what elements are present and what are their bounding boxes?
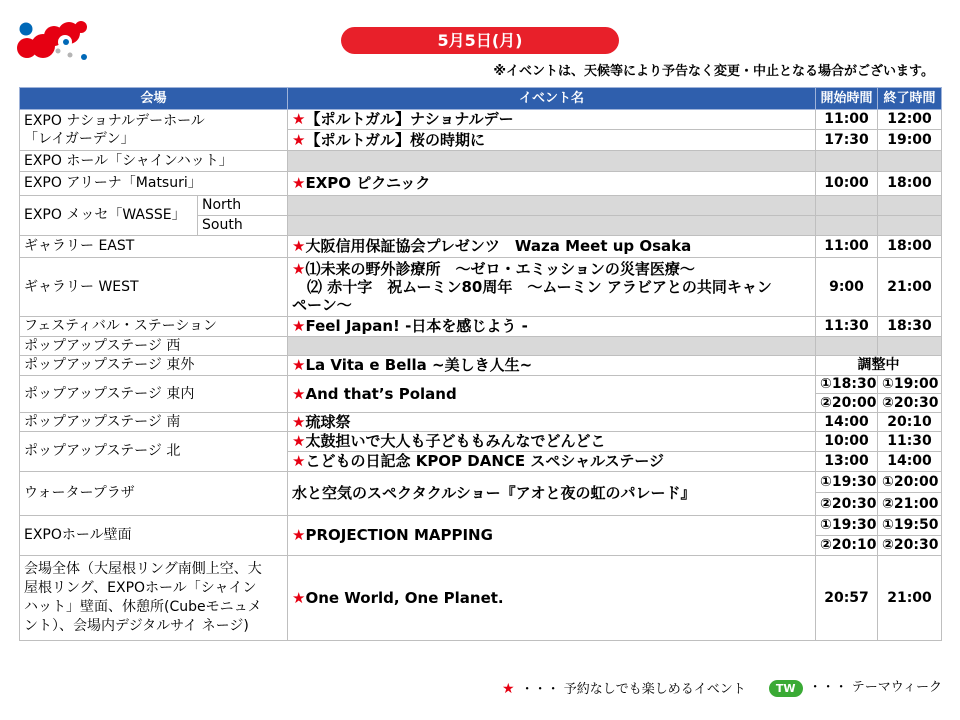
star-icon: ★ <box>292 432 306 450</box>
empty-time-cell <box>878 216 942 236</box>
table-row <box>20 556 942 641</box>
start-time: 9:00 <box>816 258 878 317</box>
event-name: こどもの日記念 KPOP DANCE スペシャルステージ <box>305 452 665 470</box>
star-icon: ★ <box>292 130 306 149</box>
event-cell <box>288 258 816 317</box>
table-row <box>20 432 942 452</box>
end-time: ②20:30 <box>878 536 942 556</box>
empty-event-cell <box>288 196 816 216</box>
empty-event-cell <box>288 216 816 236</box>
end-time: 21:00 <box>878 556 942 641</box>
venue-cell: EXPO メッセ「WASSE」 <box>20 196 198 236</box>
table-row <box>20 356 942 376</box>
end-time: 20:10 <box>878 413 942 432</box>
venue-cell <box>20 110 288 151</box>
venue-cell: EXPO アリーナ「Matsuri」 <box>20 172 288 196</box>
end-time: ②21:00 <box>878 493 942 516</box>
start-time: ①18:30 <box>816 376 878 394</box>
venue-cell: ポップアップステージ 東内 <box>20 376 288 413</box>
start-time: 10:00 <box>816 172 878 196</box>
start-time: ②20:10 <box>816 536 878 556</box>
event-name-line: ペーン～ <box>292 296 352 314</box>
empty-event-cell <box>288 151 816 172</box>
end-time: 18:00 <box>878 172 942 196</box>
star-icon: ★ <box>292 384 306 403</box>
start-time: ①19:30 <box>816 516 878 536</box>
event-cell <box>288 236 816 258</box>
venue-cell: ポップアップステージ 南 <box>20 413 288 432</box>
star-icon: ★ <box>292 412 306 431</box>
end-time: ①19:50 <box>878 516 942 536</box>
event-name-line: ⑵ 赤十字 祝ムーミン80周年 ～ムーミン アラビアとの共同キャン <box>307 278 772 296</box>
logo-blob <box>75 21 87 33</box>
start-time: 17:30 <box>816 130 878 151</box>
end-time: 18:30 <box>878 317 942 337</box>
empty-time-cell <box>816 337 878 356</box>
empty-time-cell <box>878 196 942 216</box>
time-note: 調整中 <box>816 356 942 376</box>
end-time: 21:00 <box>878 258 942 317</box>
legend-star <box>502 680 746 699</box>
star-icon: ★ <box>292 526 306 544</box>
logo-dot <box>68 53 73 58</box>
event-name-line <box>292 260 811 278</box>
start-time: 20:57 <box>816 556 878 641</box>
table-row <box>20 376 942 394</box>
end-time: 11:30 <box>878 432 942 452</box>
event-name: 【ポルトガル】桜の時期に <box>305 130 486 149</box>
sub-area-cell: South <box>198 216 288 236</box>
table-row <box>20 472 942 493</box>
logo-dot <box>81 54 87 60</box>
event-name: 【ポルトガル】ナショナルデー <box>305 110 514 128</box>
start-time: 11:00 <box>816 110 878 130</box>
expo-logo <box>13 18 95 64</box>
venue-name-line: 屋根リング、EXPOホール「シャイン <box>24 580 257 596</box>
sub-area-cell: North <box>198 196 288 216</box>
star-icon: ★ <box>292 174 306 192</box>
star-icon: ★ <box>292 452 306 470</box>
event-cell <box>288 110 816 130</box>
schedule-table <box>19 87 942 641</box>
empty-time-cell <box>878 337 942 356</box>
header-end-time: 終了時間 <box>878 88 942 110</box>
star-icon: ★ <box>292 237 306 255</box>
table-row <box>20 196 942 216</box>
empty-time-cell <box>878 151 942 172</box>
star-icon: ★ <box>292 317 306 335</box>
logo-dot <box>20 23 33 36</box>
table-row <box>20 413 942 432</box>
empty-time-cell <box>816 196 878 216</box>
venue-cell <box>20 556 288 641</box>
header-event: イベント名 <box>288 88 816 110</box>
start-time: ②20:00 <box>816 394 878 413</box>
star-icon: ★ <box>292 588 306 607</box>
event-name: PROJECTION MAPPING <box>305 526 493 544</box>
venue-cell: ポップアップステージ 西 <box>20 337 288 356</box>
start-time: 13:00 <box>816 452 878 472</box>
venue-cell: ウォータープラザ <box>20 472 288 516</box>
venue-cell: ポップアップステージ 東外 <box>20 356 288 376</box>
event-name: ⑴未来の野外診療所 ～ゼロ・エミッションの災害医療～ <box>305 260 695 278</box>
venue-cell: EXPOホール壁面 <box>20 516 288 556</box>
table-row <box>20 236 942 258</box>
table-row <box>20 317 942 337</box>
venue-name-line: 会場全体（大屋根リング南側上空、大 <box>24 561 262 577</box>
table-row <box>20 172 942 196</box>
end-time: ①20:00 <box>878 472 942 493</box>
event-name: 水と空気のスペクタクルショー『アオと夜の虹のパレード』 <box>292 484 696 502</box>
legend-tw-description: ・・・ テーマウィーク <box>808 680 942 695</box>
event-name: 大阪信用保証協会プレゼンツ Waza Meet up Osaka <box>305 237 692 255</box>
start-time: ①19:30 <box>816 472 878 493</box>
end-time: 14:00 <box>878 452 942 472</box>
venue-name-line: EXPO ナショナルデーホール <box>24 113 205 129</box>
venue-cell: フェスティバル・ステーション <box>20 317 288 337</box>
table-row <box>20 258 942 317</box>
event-cell <box>288 432 816 452</box>
event-name: 太鼓担いで大人も子どももみんなでどんどこ <box>305 432 606 450</box>
event-cell <box>288 516 816 556</box>
event-name: 琉球祭 <box>305 412 351 431</box>
venue-cell: EXPO ホール「シャインハット」 <box>20 151 288 172</box>
tw-badge: TW <box>769 680 803 697</box>
event-name: Feel Japan! -日本を感じよう - <box>305 317 528 335</box>
empty-event-cell <box>288 337 816 356</box>
event-name: EXPO ピクニック <box>305 174 431 192</box>
star-icon: ★ <box>292 110 306 128</box>
event-cell <box>288 376 816 413</box>
event-cell <box>288 472 816 516</box>
venue-name-line: ント）、会場内デジタルサイ ネージ) <box>24 618 249 634</box>
event-name: One World, One Planet. <box>305 588 504 607</box>
table-row <box>20 337 942 356</box>
date-label: 5月5日(月) <box>341 27 619 54</box>
notice-text: ※イベントは、天候等により予告なく変更・中止となる場合がございます。 <box>493 64 934 79</box>
logo-eye-pupil <box>63 39 69 45</box>
end-time: ②20:30 <box>878 394 942 413</box>
empty-time-cell <box>816 216 878 236</box>
legend-theme-week <box>769 679 942 697</box>
header-row <box>20 88 942 110</box>
venue-cell: ギャラリー WEST <box>20 258 288 317</box>
venue-name-line: 「レイガーデン」 <box>24 131 135 147</box>
start-time: 10:00 <box>816 432 878 452</box>
empty-time-cell <box>816 151 878 172</box>
event-cell <box>288 356 816 376</box>
venue-cell: ギャラリー EAST <box>20 236 288 258</box>
legend-star-description: ・・・ 予約なしでも楽しめるイベント <box>520 682 746 697</box>
start-time: 11:30 <box>816 317 878 337</box>
end-time: 19:00 <box>878 130 942 151</box>
end-time: 18:00 <box>878 236 942 258</box>
end-time: 12:00 <box>878 110 942 130</box>
event-cell <box>288 413 816 432</box>
event-cell <box>288 452 816 472</box>
table-row <box>20 151 942 172</box>
star-icon: ★ <box>502 681 515 697</box>
event-cell <box>288 317 816 337</box>
end-time: ①19:00 <box>878 376 942 394</box>
header-venue: 会場 <box>20 88 288 110</box>
start-time: ②20:30 <box>816 493 878 516</box>
star-icon: ★ <box>292 356 306 374</box>
start-time: 11:00 <box>816 236 878 258</box>
event-cell <box>288 172 816 196</box>
table-row <box>20 516 942 536</box>
venue-cell: ポップアップステージ 北 <box>20 432 288 472</box>
event-cell <box>288 130 816 151</box>
table-row <box>20 110 942 130</box>
venue-name-line: ハット」壁面、休憩所(Cubeモニュメ <box>24 599 262 615</box>
event-name: And that’s Poland <box>305 384 457 403</box>
header-start-time: 開始時間 <box>816 88 878 110</box>
start-time: 14:00 <box>816 413 878 432</box>
event-cell <box>288 556 816 641</box>
event-name: La Vita e Bella ~美しき人生~ <box>305 356 533 374</box>
logo-dot <box>56 49 61 54</box>
star-icon: ★ <box>292 260 306 278</box>
